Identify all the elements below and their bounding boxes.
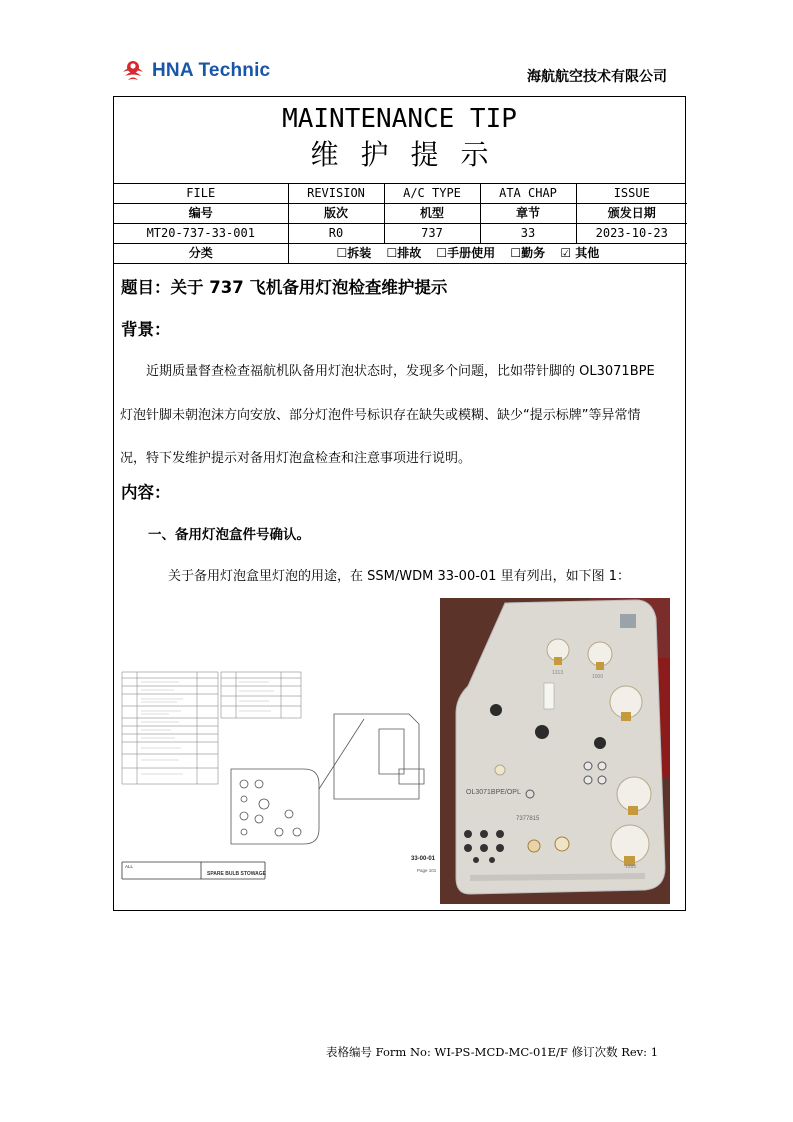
hna-emblem-icon (120, 58, 146, 84)
category-options (288, 244, 687, 264)
revision-label: REVISION (288, 184, 384, 204)
manual-page-number: Page 101 (417, 868, 437, 873)
background-heading: 背景： (121, 320, 171, 339)
section-1-heading: 一、备用灯泡盒件号确认。 (148, 527, 310, 543)
issue-label: ISSUE (576, 184, 687, 204)
form-footer: 表格编号 Form No: WI-PS-MCD-MC-01E/F 修订次数 Rev: 1 (326, 1045, 659, 1059)
file-label: FILE (114, 184, 288, 204)
photo-label-ol3071bpe: OL3071BPE/OPL (466, 789, 521, 796)
manual-ref-number: 33-00-01 (411, 856, 436, 862)
section-1-intro: 关于备用灯泡盒里灯泡的用途，在 SSM/WDM 33-00-01 里有列出，如下图 1： (168, 569, 630, 584)
manual-page-drawing (119, 654, 439, 904)
subject-heading: 题目：关于 737 飞机备用灯泡检查维护提示 (121, 278, 448, 297)
maintenance-tip-form (113, 96, 686, 911)
spare-bulb-box-photo (440, 598, 670, 904)
ac-type-label-cn: 机型 (384, 204, 480, 224)
issue-value: 2023-10-23 (576, 224, 687, 244)
title-block (114, 97, 685, 184)
meta-table (114, 184, 687, 264)
background-line-3: 况，特下发维护提示对备用灯泡盒检查和注意事项进行说明。 (120, 451, 472, 466)
company-name: 海航航空技术有限公司 (527, 69, 667, 85)
photo-label-7377815: 7377815 (516, 816, 540, 822)
category-label: 分类 (114, 244, 288, 264)
logo-text: HNA Technic (152, 60, 271, 81)
category-checkbox-troubleshooting[interactable]: ☐排故 (386, 246, 422, 260)
manual-all-label: ALL (125, 864, 134, 869)
category-checkbox-servicing[interactable]: ☐勤务 (510, 246, 546, 260)
file-value: MT20-737-33-001 (114, 224, 288, 244)
ata-chap-value: 33 (480, 224, 576, 244)
content-heading: 内容： (121, 483, 171, 502)
category-checkbox-disassembly[interactable]: ☐拆装 (336, 246, 372, 260)
revision-value: R0 (288, 224, 384, 244)
bulb-box-drawing (440, 598, 670, 904)
manual-page-figure (119, 654, 439, 904)
ata-chap-label-cn: 章节 (480, 204, 576, 224)
background-line-1: 近期质量督查检查福航机队备用灯泡状态时，发现多个问题，比如带针脚的 OL3071BPE (146, 364, 655, 379)
file-label-cn: 编号 (114, 204, 288, 224)
background-line-2: 灯泡针脚未朝泡沫方向安放、部分灯泡件号标识存在缺失或模糊、缺少“提示标牌”等异常情 (120, 408, 641, 423)
ata-chap-label: ATA CHAP (480, 184, 576, 204)
manual-figure-title: SPARE BULB STOWAGE (207, 871, 266, 877)
revision-label-cn: 版次 (288, 204, 384, 224)
issue-label-cn: 颁发日期 (576, 204, 687, 224)
photo-label-1995: 1995 (625, 864, 637, 870)
ac-type-label: A/C TYPE (384, 184, 480, 204)
title-chinese: 维护提示 (310, 138, 511, 171)
hna-logo (120, 56, 270, 86)
ac-type-value: 737 (384, 224, 480, 244)
title-english: MAINTENANCE TIP (282, 104, 517, 134)
photo-label-1313: 1313 (552, 670, 564, 676)
photo-label-1000: 1000 (592, 674, 604, 680)
category-checkbox-other[interactable]: ☑ 其他 (560, 246, 600, 260)
category-checkbox-manual-use[interactable]: ☐手册使用 (436, 246, 496, 260)
